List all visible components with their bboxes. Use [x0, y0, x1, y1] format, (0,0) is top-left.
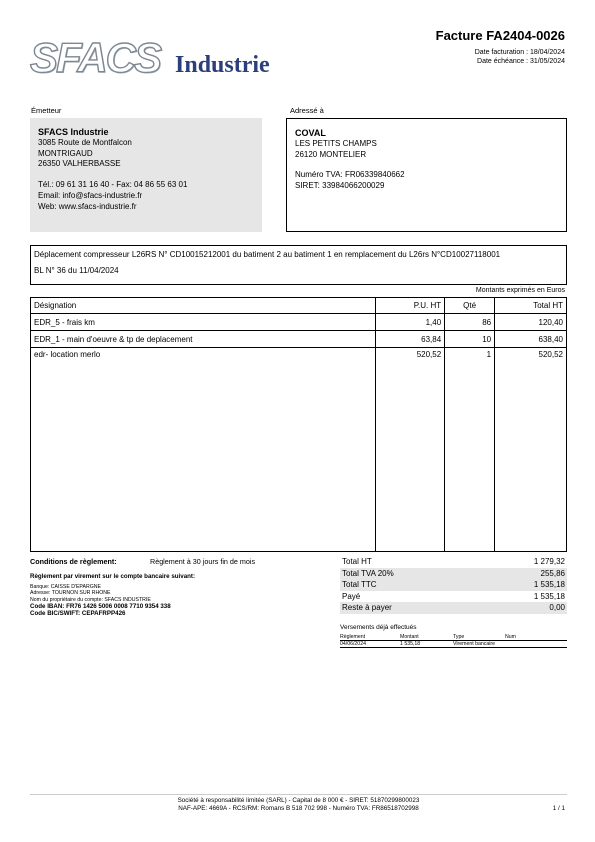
payments-header: Règlement Montant Type Num	[340, 634, 567, 641]
footer-legal: Société à responsabilité limitée (SARL) - Capital de 8 000 € - SIRET: 51870299800023	[177, 797, 420, 804]
total-tva-row: Total TVA 20% 255,86	[342, 568, 565, 578]
destinataire-tva: Numéro TVA: FR06339840662	[295, 170, 405, 180]
emetteur-box	[30, 118, 262, 232]
invoice-lines-table	[30, 297, 567, 552]
iban: Code IBAN: FR76 1426 5006 0008 7710 9354 338	[30, 602, 171, 610]
invoice-date: Date facturation : 18/04/2024	[474, 49, 565, 56]
row-designation: EDR_5 - frais km	[31, 314, 376, 331]
row-qty: 86	[445, 314, 495, 331]
footer-registration: NAF-APE: 4669A - RCS/RM: Romans B 518 702 998 - Numéro TVA: FR86518702998	[178, 805, 419, 812]
logo-brand: SFACS	[30, 34, 161, 81]
row-designation: edr- location merlo	[31, 348, 376, 552]
virement-title: Règlement par virement sur le compte bancaire suivant:	[30, 573, 196, 580]
invoice-title: Facture FA2404-0026	[435, 28, 565, 43]
emetteur-city: MONTRIGAUD	[38, 148, 93, 158]
payment-conditions	[30, 557, 290, 618]
invoice-dates	[475, 48, 565, 66]
row-total: 638,40	[495, 331, 567, 348]
emetteur-name: SFACS Industrie	[38, 127, 109, 137]
row-total: 520,52	[495, 348, 567, 552]
conditions-value: Règlement à 30 jours fin de mois	[150, 557, 256, 566]
paid-row: Payé 1 535,18	[342, 591, 565, 601]
bank-address: Adresse: TOURNON SUR RHONE	[30, 590, 111, 597]
footer-divider	[30, 794, 567, 795]
row-designation: EDR_1 - main d'oeuvre & tp de deplacement	[31, 331, 376, 348]
row-qty: 10	[445, 331, 495, 348]
destinataire-address: LES PETITS CHAMPS	[295, 138, 377, 148]
delivery-note: BL N° 36 du 11/04/2024	[34, 266, 119, 275]
emetteur-web: Web: www.sfacs-industrie.fr	[38, 201, 137, 211]
emetteur-address: 3085 Route de Montfalcon	[38, 137, 132, 147]
conditions-label: Conditions de règlement:	[30, 557, 117, 566]
page-number: 1 / 1	[552, 805, 565, 812]
total-ht-row: Total HT 1 279,32	[342, 557, 565, 566]
bic: Code BIC/SWIFT: CEPAFRPP426	[30, 610, 126, 618]
due-date: Date échéance : 31/05/2024	[477, 58, 565, 65]
table-row	[31, 331, 567, 348]
table-row	[31, 314, 567, 331]
account-owner: Nom du propriétaire du compte: SFACS INDUSTRIE	[30, 596, 151, 603]
description-box	[30, 245, 567, 285]
bank-name: Banque: CAISSE D'EPARGNE	[30, 584, 101, 590]
payments-block	[340, 624, 567, 648]
table-row	[31, 348, 567, 552]
totals-block	[340, 556, 567, 614]
payment-row: 04/06/2024 1 535,18 Virement bancaire	[340, 641, 567, 648]
description-text: Déplacement compresseur L26RS N° CD10015212001 du batiment 2 au batiment 1 en remplacement du L26rs N°CD10027118001	[34, 250, 501, 259]
row-qty: 1	[445, 348, 495, 552]
row-pu: 63,84	[376, 331, 445, 348]
emetteur-postal: 26350 VALHERBASSE	[38, 159, 121, 169]
col-designation: Désignation	[31, 298, 376, 314]
destinataire-postal: 26120 MONTELIER	[295, 149, 367, 159]
remaining-row: Reste à payer 0,00	[342, 603, 565, 612]
col-qty: Qté	[445, 298, 495, 314]
footer	[30, 797, 567, 813]
currency-note: Montants exprimés en Euros	[475, 287, 565, 294]
destinataire-box	[286, 118, 567, 232]
col-total: Total HT	[495, 298, 567, 314]
row-total: 120,40	[495, 314, 567, 331]
emetteur-phone: Tél.: 09 61 31 16 40 - Fax: 04 86 55 63 01	[38, 180, 188, 190]
total-ttc-row: Total TTC 1 535,18	[342, 580, 565, 589]
destinataire-label: Adressé à	[290, 106, 324, 115]
emetteur-email: Email: info@sfacs-industrie.fr	[38, 190, 143, 200]
table-header	[31, 298, 567, 314]
payments-title: Versements déjà effectués	[340, 624, 417, 631]
destinataire-name: COVAL	[295, 128, 326, 138]
logo-suffix: Industrie	[175, 52, 270, 78]
emetteur-label: Émetteur	[31, 106, 62, 115]
row-pu: 1,40	[376, 314, 445, 331]
company-logo	[30, 34, 290, 82]
row-pu: 520,52	[376, 348, 445, 552]
col-pu: P.U. HT	[376, 298, 445, 314]
destinataire-siret: SIRET: 33984066200029	[295, 181, 385, 191]
